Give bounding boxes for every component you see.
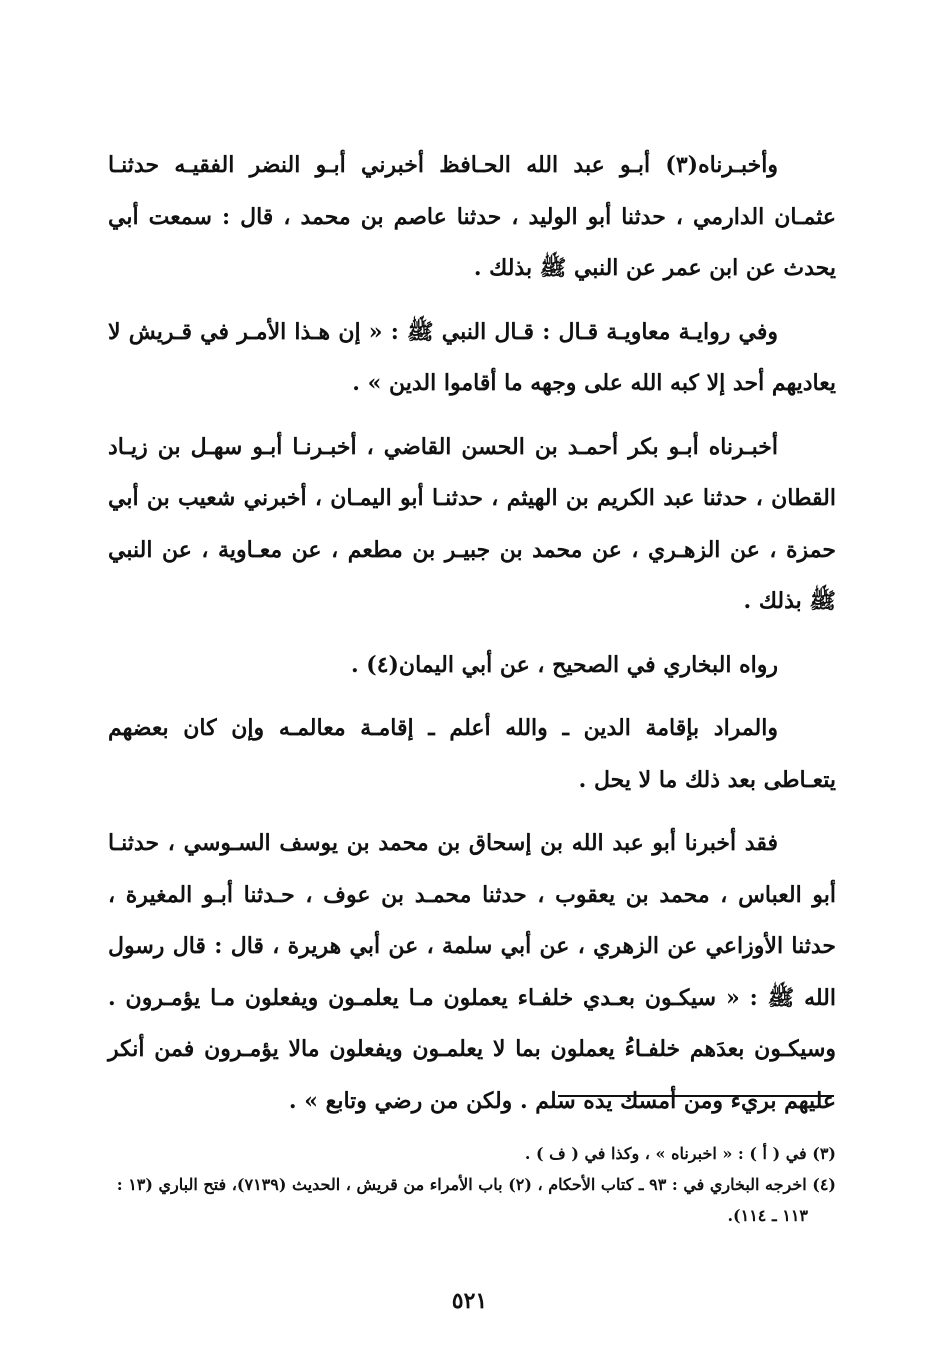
paragraph-2: وفي روايـة معاويـة قـال : قـال النبي ﷺ : « إن هـذا الأمـر في قـريش لا يعاديهم أحد إلا كبه الله على وجهه ما أقاموا الدين » . [108,318,836,396]
paragraph-1: وأخبـرناه(٣) أبـو عبد الله الحـافظ أخبرني أبـو النضر الفقيـه حدثنـا عثمـان الدارمي ، حدثنا أبو الوليد ، حدثنا عاصم بن محمد ، قال : سمعت أبي يحدث عن ابن عمر عن النبي ﷺ بذلك . [108,152,836,281]
footnotes [108,1138,836,1231]
paragraph-4: رواه البخاري في الصحيح ، عن أبي اليمان(٤) . [350,651,778,678]
footnote-4: (٤) اخرجه البخاري في : ٩٣ ـ كتاب الأحكام ، (٢) باب الأمراء من قريش ، الحديث (٧١٣٩)، فتح الباري (١٣ : ١١٣ ـ ١١٤). [116,1175,836,1225]
page-number: ٥٢١ [451,1288,488,1314]
footnote-3: (٣) في ( أ ) : « اخبرناه » ، وكذا في ( ف ) . [524,1144,836,1163]
paragraph-6: فقد أخبرنا أبو عبد الله بن إسحاق بن محمد بن يوسف السـوسي ، حدثنـا أبو العباس ، محمد بن يعقوب ، حدثنا محمـد بن عوف ، حـدثنا أبـو المغيرة ، حدثنا الأوزاعي عن الزهري ، عن أبي سلمة ، عن أبي هريرة ، قال : قال رسول الله ﷺ : « سيكـون بعـدي خلفـاء يعملون مـا يعلمـون ويفعلون مـا يؤمـرون . وسيكـون بعدَهم خلفـاءُ يعملون بما لا يعلمـون ويفعلون مالا يؤمـرون فمن أنكر عليهم بريء ومن أمسك يده سلم . ولكن من رضي وتابع » . [108,830,836,1114]
paragraph-5: والمراد بإقامة الدين ـ والله أعلم ـ إقامـة معالمـه وإن كان بعضهم يتعـاطى بعد ذلك ما لا يحل . [108,715,836,793]
main-text [108,140,836,1139]
paragraph-3: أخبـرناه أبـو بكر أحمـد بن الحسن القاضي ، أخبـرنـا أبـو سهـل بن زيـاد القطان ، حدثنا عبد الكريم بن الهيثم ، حدثنـا أبو اليمـان ، أخبرني شعيب بن أبي حمزة ، عن الزهـري ، عن محمد بن جبيـر بن مطعم ، عن معـاوية ، عن النبي ﷺ بذلك . [108,433,836,614]
footnote-separator [558,1095,834,1097]
